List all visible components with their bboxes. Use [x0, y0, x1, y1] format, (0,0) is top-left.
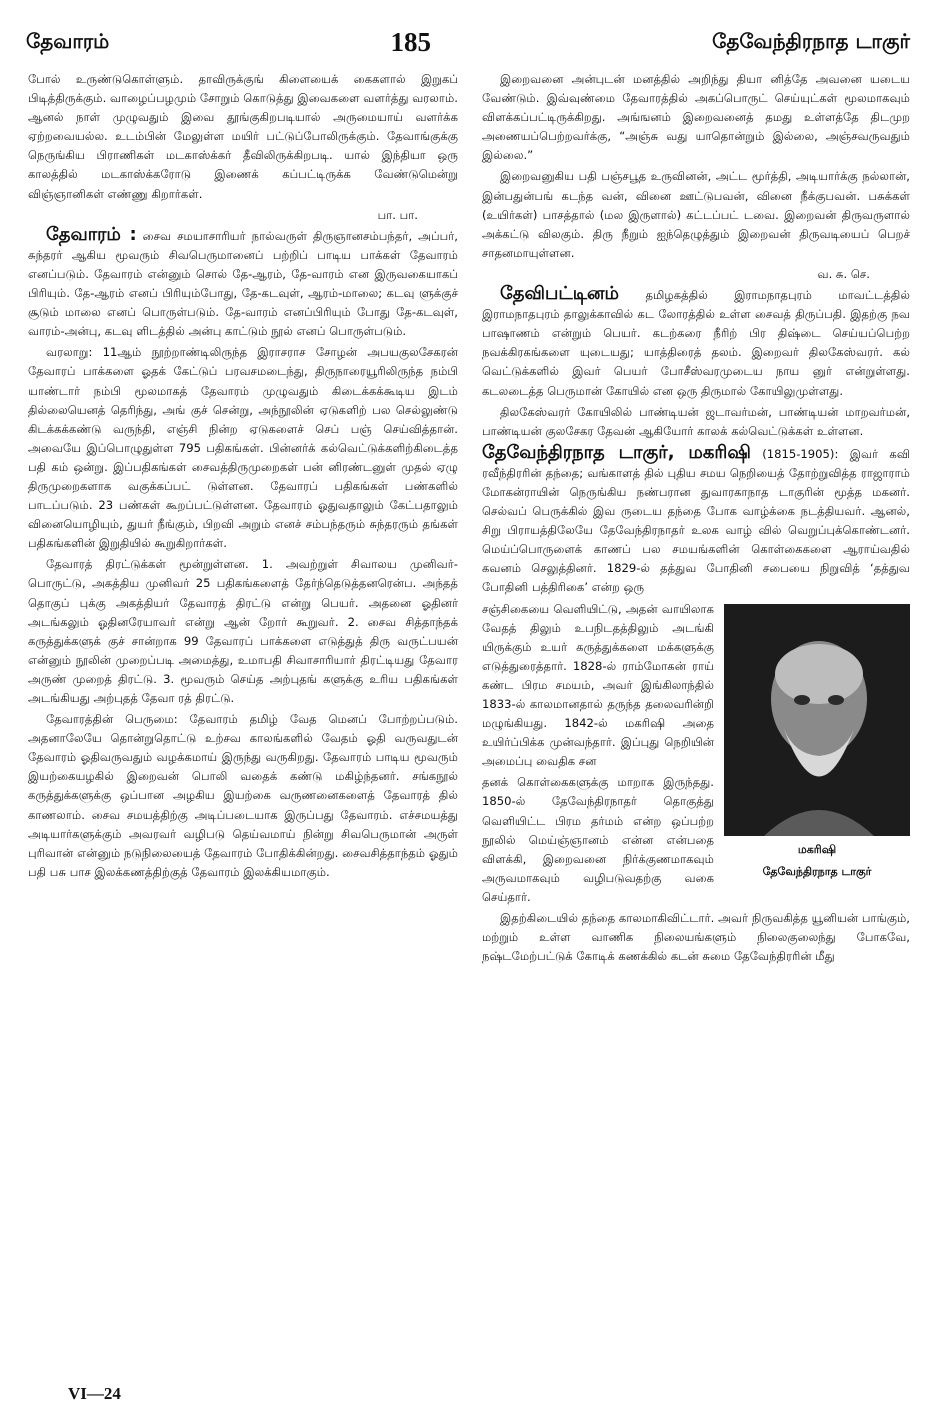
- right-para-5b: சஞ்சிகையை வெளியிட்டு, அதன் வாயிலாக வேதத் திலும் உபநிடதத்திலும் அடங்கி யிருக்கும் உயர் கருத்துக்களை மக்களுக்கு எடுத்துரைத்தார். 1828-ல் ராம்மோகன் ராய் கண்ட பிரம சமயம், அவர் இங்கிலாந்தில் 1833-ல் காலமானதால் தருந்த தலைவரின்றி மழுங்கியது. 1842-ல் மகரிஷி அதை உயிர்ப்பிக்க முன்வந்தார். இப்புது நெறியின் அமைப்பு வைதிக சன: [482, 601, 714, 769]
- portrait-icon: [724, 604, 910, 836]
- entry-years: (1815-1905):: [762, 446, 839, 461]
- entry-devaram: [28, 225, 458, 342]
- volume-signature: VI—24: [68, 1384, 121, 1403]
- running-head-left: தேவாரம்: [26, 28, 110, 53]
- entry-tagore: [482, 443, 910, 598]
- right-para-6: இதற்கிடையில் தந்தை காலமாகிவிட்டார். அவர் நிருவகித்த யூனியன் பாங்கும், மற்றும் உள்ள வாணிக நிலையங்களும் நிலைகுலைந்து போகவே, நஷ்டமேற்பட்டுக் கோடிக் கணக்கில் கடன் சுமை தேவேந்திரரின் மீது: [482, 911, 910, 964]
- portrait-image: [724, 604, 910, 836]
- left-para-4: தேவாரத் திரட்டுக்கள் மூன்றுள்ளன. 1. அவற்றுள் சிவாலய முனிவர்-பொருட்டு, அகத்திய முனிவர் 25 பதிகங்களைத் தேர்ந்தெடுத்தனரென்ப. அந்தத் தொகுப் புக்கு அகத்தியர் தேவாரத் திரட்டு என்று பெயர். அதனை ஓதினர் அடங்கலும் ஓதினரேயாவர் என்று ஆன் றோர் கூறுவர். 2. சைவ சித்தாந்தக் கருத்துக்களுக் குச் சான்றாக 99 தேவாரப் பாக்களை எடுத்துத் திரு வருட்பயன் என்னும் நூலின் முறைப்படி அமைத்து, உமாபதி சிவாசாரியார் திரட்டியது தேவார அருண் முறைத் திரட்டு. 3. மூவரும் செய்த அற்புதங் களுக்கு உரிய பதிகங்கள் அடங்கியது அற்புதத் தேவா ரத் திரட்டு.: [28, 557, 458, 705]
- left-para-2: சைவ சமயாசாரியர் நால்வருள் திருஞானசம்பந்தர், அப்பர், சுந்தரர் ஆகிய மூவரும் சிவபெருமானைப் பற்றிப் பாடிய பாக்கள் தேவாரம் எனப்படும். தேவாரம் என்னும் சொல் தே-ஆரம், தே-வாரம் என இருவகையாகப் பிரியும். தே-ஆரம் எனப் பிரியும்போது, தே-கடவுள், ஆரம்-மாலை; கடவு ளுக்குச் சூடும் மாலை எனப் பொருள்படும். தே-வாரம் எனப்பிரியும் போது தே-கடவுள், வாரம்-அன்பு, கடவு ளிடத்தில் அன்பு காட்டும் நூல் எனப் பொருள்படும்.: [28, 228, 458, 339]
- entry-devipattinam: [482, 284, 910, 401]
- signature-2: வ. சு. செ.: [817, 266, 870, 281]
- left-para-1: போல் உருண்டுகொள்ளும். தாவிருக்குங் கிளையைக் கைகளால் இறுகப் பிடித்திருக்கும். வாழைப்பழமும் சோறும் கொடுத்து இவைகளை வளர்த்து வரலாம். ஆனல் நாள் முழுவதும் இவை தூங்குகிறபடியால் அருமையாய் வளர்க்க ஏற்றவையல்ல. உடம்பின் மேலுள்ள மயிர் பட்டுப்போலிருக்கும். தேவாங்குக்கு நெருங்கிய பிராணிகள் மடகாஸ்க்கர் தீவிலிருக்கிறபடி. யால் இந்தியா ஒரு காலத்தில் மடகாஸ்க்கரோடு இணைக் கப்பட்டிருக்க வேண்டுமென்று விஞ்ஞானிகள் எண்ணு கிறார்கள்.: [28, 72, 458, 201]
- right-para-3: தமிழகத்தில் இராமநாதபுரம் மாவட்டத்தில் இராமநாதபுரம் தாலுக்காவில் கட லோரத்தில் உள்ள சைவத் திருப்பதி. இதற்கு நவ பாஷாணம் என்றும் பெயர். கடற்கரை நீரிற் பிர திஷ்டை செய்யப்பெற்ற நவக்கிரகங்களை யுடையது; யாத்திரைத் தலம். இறைவர் திலகேஸ்வரர். கல் வெட்டுக்களில் இவர் பெயர் போசீஸ்வரமுடைய நாய னுர் என்றுள்ளது. கடலடைத்த பெருமான் கோயில் என ஒரு திருமால் கோயிலுமுள்ளது.: [482, 288, 911, 398]
- entry-term-devipattinam: தேவிபட்டினம்: [500, 283, 619, 305]
- entry-term-devaram: தேவாரம் :: [46, 223, 137, 245]
- left-para-3: வரலாறு: 11ஆம் நூற்றாண்டிலிருந்த இராசராச சோழன் அபயகுலசேகரன் தேவாரப் பாக்களை ஓதக் கேட்டுப் பரவசமடைந்து, திருநாரையூரிலிருந்த நம்பி யாண்டார் நம்பி மூலமாகத் தேவாரம் முழுவதும் கிடைக்கக்கூடிய இடம் தில்லையெனத் தெரிந்து, அங் குச் சென்று, அந்நூலின் ஏடுகளிற் பல செல்லுண்டு கிடக்கக்கண்டு வருந்தி, எஞ்சி நின்ற ஏடுகளைச் செப் பஞ் செய்வித்தான். அவையே இப்பொழுதுள்ள 795 பதிகங்கள். பின்னர்க் கல்வெட்டுக்களிற்கிடைத்த பதி கம் ஒன்று. இப்பதிகங்கள் சைவத்திருமுறைகள் பன் னிரண்டனுள் முதல் ஏழு திருமுறைகளாக வகுக்கப்பட் டுள்ளன. தேவாரப் பதிகங்கள் பண்களில் பாடப்படும். 23 பண்கள் கூறப்பட்டுள்ளன. தேவாரம் ஓதுவதாலும் கேட்பதாலும் வினையொழியும், துயர் நீங்கும், பிறவி அறும் எனச் சம்பந்தரும் சுந்தரரும் தங்கள் பதிகங்களின் இறுதியில் கூறுகிறார்கள்.: [28, 345, 458, 551]
- left-column: [28, 70, 458, 884]
- page-number: 185: [390, 26, 431, 57]
- left-para-5: தேவாரத்தின் பெருமை: தேவாரம் தமிழ் வேத மெனப் போற்றப்படும். அதனாலேயே தொன்றுதொட்டு உற்சவ காலங்களில் வேதம் ஓதி வருவதுடன் தேவாரம் ஓதிவருவதும் வழக்கமாய் இருந்து வருகிறது. தேவாரம் பாடிய மூவரும் இயற்கையழகில் இறைவன் பொலி வதைக் கண்டு மகிழ்ந்தனர். சங்கநூல் கருத்துக்களுக்கு ஒப்பான அழகிய இயற்கை வருணனைகளைத் தேவாரத் தில் காணலாம். சைவ சமயத்திற்கு அடிப்படையாக இருப்பது தேவாரம். எச்சமயத்து அடியார்களுக்கும் அவரவர் வழிபடு தெய்வமாய் நின்று சிவபெருமான் அருள் புரிவான் என்னும் நடுநிலையைத் தேவாரம் போதிக்கின்றது. சைவசித்தாந்தம் ஓதும் பதி பசு பாச இலக்கணத்திற்குத் தேவாரம் இலக்கியமாகும்.: [28, 712, 458, 879]
- page-header: [26, 22, 910, 62]
- portrait-figure: [724, 604, 910, 880]
- signature-1: பா. பா.: [377, 207, 418, 222]
- right-column: [482, 70, 910, 968]
- right-para-5a: இவர் கவி ரவீந்திரரின் தந்தை; வங்காளத் தில் புதிய சமய நெறியைத் தோற்றுவித்த ராஜாராம் மோகன்ராயின் நெருங்கிய நண்பரான துவாரகாநாத டாகுரின் மூத்த மகனர். செல்வப் பெருக்கில் இவ ருடைய தந்தை போக வாழ்க்கை நடத்தியவர். ஆனல், சிறு பிராயத்திலேயே தேவேந்திரநாதர் உலக வாழ் வில் வெறுப்புக்கொண்டனர். மெய்ப்பொருளைக் காணப் பல சமயங்களின் கொள்கைகளை ஆராய்வதில் கவனம் செலுத்தினர். 1829-ல் தத்துவ போதினி சபையை நிறுவித் ‘தத்துவ போதினி பத்திரிகை’ என்ற ஒரு: [482, 446, 911, 595]
- portrait-caption-1: மகரிஷி: [797, 842, 837, 856]
- running-head-right: தேவேந்திரநாத டாகுர்: [712, 28, 910, 53]
- right-para-2: இறைவனுகிய பதி பஞ்சபூத உருவினன், அட்ட மூர்த்தி, அடியார்க்கு நல்லான், இன்பதுன்பங் கடந்த வன், வினை ஊட்டுபவன், வினை நீக்குபவன். பசுக்கள் (உயிர்கள்) பாசத்தால் (மல இருளால்) கட்டப்பட் டவை. இறைவன் திருவருளால் அக்கட்டு விலகும். திரு நீறும் ஐந்தெழுத்தும் இறைவன் திருவடியைப் பெறச் சாதனமாயுள்ளன.: [482, 169, 910, 260]
- entry-term-tagore: தேவேந்திரநாத டாகுர், மகரிஷி: [482, 441, 751, 463]
- right-para-5c: தனக் கொள்கைகளுக்கு மாறாக இருந்தது. 1850-ல் தேவேந்திரநாதர் தொகுத்து வெளியிட்ட பிரம தர்மம் என்ற ஒப்பற்ற நூலில் மெய்ஞ்ஞானம் என்ன என்பதை விளக்கி, இறைவனை நிர்க்குணமாகவும் அருவமாகவும் வழிபடுவதற்கு வகை செய்தார்.: [482, 775, 714, 904]
- right-para-4: திலகேஸ்வரர் கோயிலில் பாண்டியன் ஜடாவர்மன், பாண்டியன் மாறவர்மன், பாண்டியன் குலசேகர தேவன் ஆகியோர் காலக் கல்வெட்டுக்கள் உள்ளன.: [482, 404, 910, 438]
- portrait-caption-2: தேவேந்திரநாத டாகுர்: [762, 864, 872, 878]
- right-para-1: இறைவனை அன்புடன் மனத்தில் அறிந்து தியா னித்தே அவனை யடைய வேண்டும். இவ்வுண்மை தேவாரத்தில் அகப்பொருட் செய்யுட்கள் மூலமாகவும் விளக்கப்பட்டிருக்கிறது. அங்ஙனம் இறைவனைத் தமது உள்ளத்தே திடமுற அணையப்பெற்றவர்க்கு, “அஞ்சு வது யாதொன்றும் இல்லை, அஞ்சவருவதும் இல்லை.”: [482, 72, 910, 163]
